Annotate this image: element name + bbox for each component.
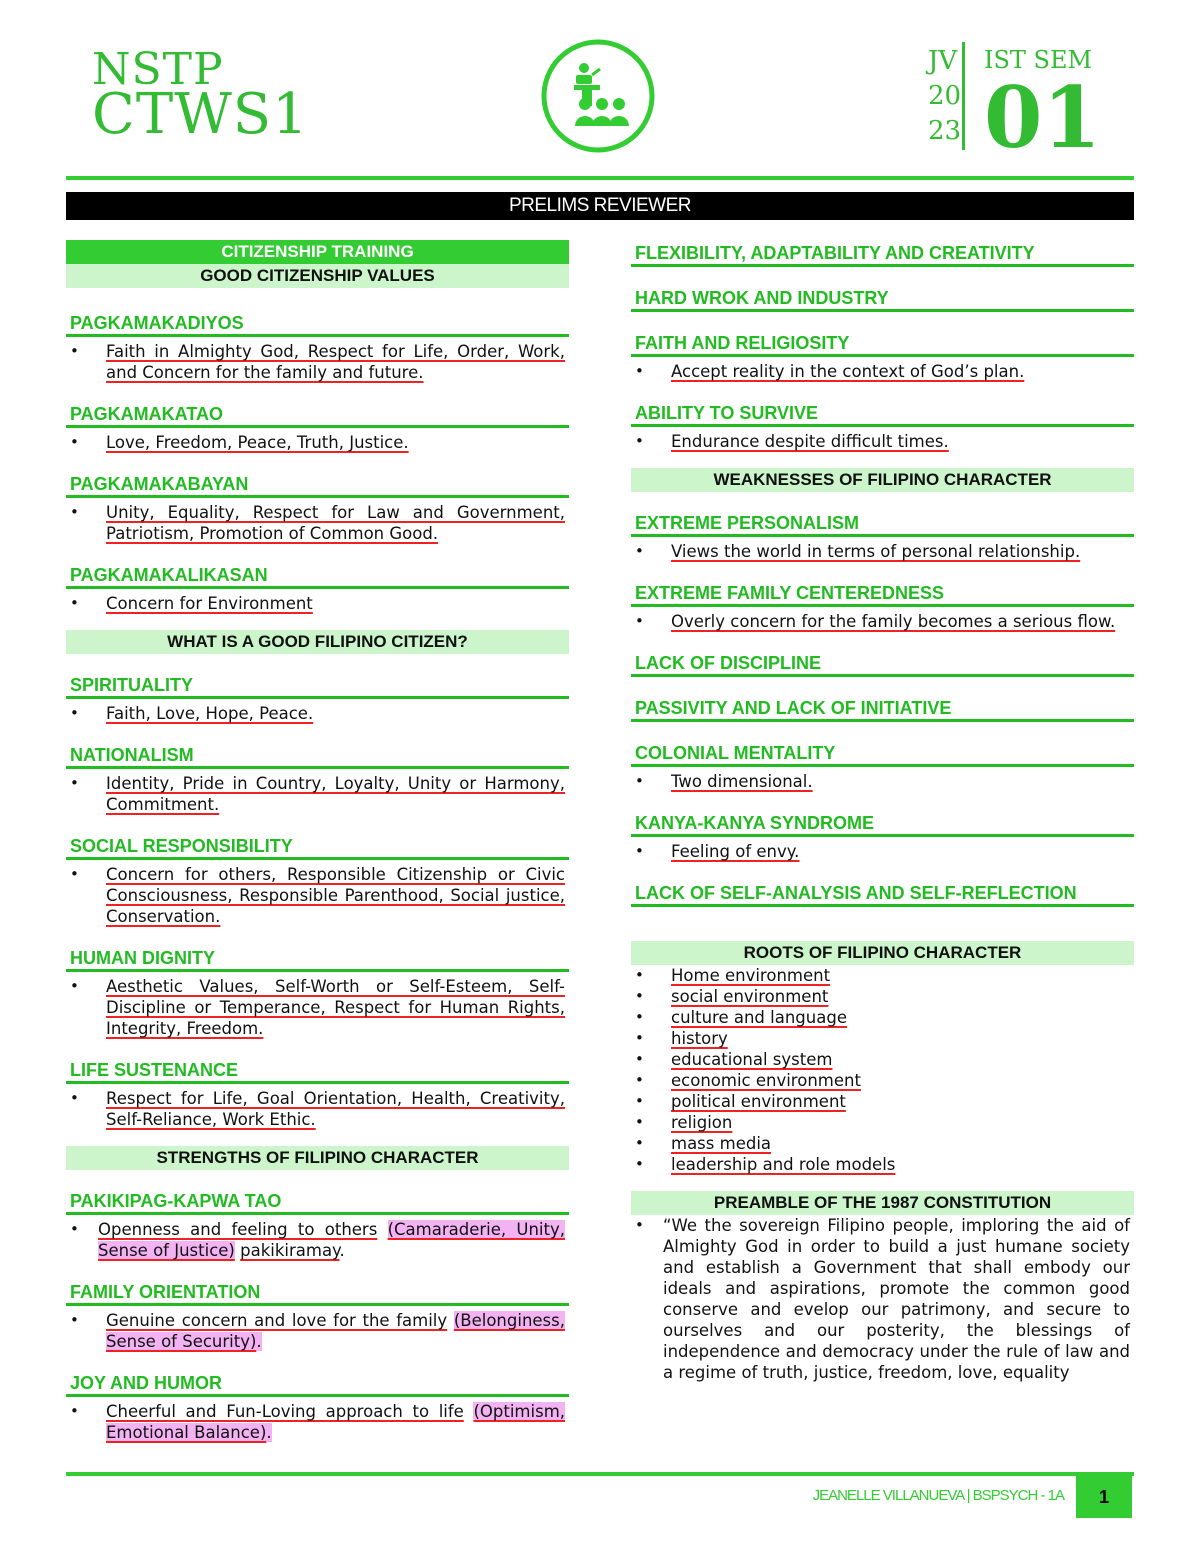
section-box-preamble: PREAMBLE OF THE 1987 CONSTITUTION	[631, 1191, 1134, 1215]
list-item: • political environment	[631, 1091, 1134, 1112]
list-item: • Endurance despite difficult times.	[631, 431, 1134, 452]
brand-line-1: NSTP	[92, 44, 224, 95]
heading-hard-work: HARD WROK AND INDUSTRY	[631, 287, 1134, 312]
list-item: • Concern for Environment	[66, 593, 569, 614]
list-item: • religion	[631, 1112, 1134, 1133]
heading-pagkamakabayan: PAGKAMAKABAYAN	[66, 473, 569, 498]
list-item: • Concern for others, Responsible Citizenship or Civic Consciousness, Responsible Parenthood, Social justice, Conservation.	[66, 864, 569, 927]
section-box-weaknesses: WEAKNESSES OF FILIPINO CHARACTER	[631, 468, 1134, 492]
list-item: • social environment	[631, 986, 1134, 1007]
heading-ability-to-survive: ABILITY TO SURVIVE	[631, 402, 1134, 427]
section-box-roots: ROOTS OF FILIPINO CHARACTER	[631, 941, 1134, 965]
heading-kanya-kanya: KANYA-KANYA SYNDROME	[631, 812, 1134, 837]
page-header	[66, 30, 1134, 180]
heading-pagkamakatao: PAGKAMAKATAO	[66, 403, 569, 428]
brand-line-2: CTWS1	[92, 81, 309, 147]
section-box-good-citizen: WHAT IS A GOOD FILIPINO CITIZEN?	[66, 630, 569, 654]
list-item: • educational system	[631, 1049, 1134, 1070]
left-column	[66, 240, 569, 1445]
heading-family-orientation: FAMILY ORIENTATION	[66, 1281, 569, 1306]
heading-extreme-personalism: EXTREME PERSONALISM	[631, 512, 1134, 537]
list-item: • Views the world in terms of personal relationship.	[631, 541, 1134, 562]
heading-spirituality: SPIRITUALITY	[66, 674, 569, 699]
heading-joy-and-humor: JOY AND HUMOR	[66, 1372, 569, 1397]
list-item: • Aesthetic Values, Self-Worth or Self-Esteem, Self-Discipline or Temperance, Respect for Human Rights, Integrity, Freedom.	[66, 976, 569, 1039]
list-item: • Faith, Love, Hope, Peace.	[66, 703, 569, 724]
footer-author: JEANELLE VILLANUEVA | BSPSYCH - 1A	[812, 1487, 1064, 1504]
preamble-text: • “We the sovereign Filipino people, imploring the aid of Almighty God in order to build a just humane society and establish a Government that shall embody our ideals and aspirations, promote the common good conserve and evelop our patrimony, and secure to ourselves and our posterity, the blessings of independence and democracy under the rule of law and a regime of truth, justice, freedom, love, equality	[631, 1215, 1134, 1383]
list-item: • Cheerful and Fun-Loving approach to life (Optimism, Emotional Balance).	[66, 1401, 569, 1443]
header-divider	[962, 42, 965, 150]
list-item: • leadership and role models	[631, 1154, 1134, 1175]
list-item: • Two dimensional.	[631, 771, 1134, 792]
podium-audience-icon	[540, 38, 656, 154]
section-title: CITIZENSHIP TRAINING	[66, 240, 569, 264]
year-part-2: 20	[928, 81, 962, 112]
heading-passivity: PASSIVITY AND LACK OF INITIATIVE	[631, 697, 1134, 722]
list-item: • history	[631, 1028, 1134, 1049]
list-item: • Home environment	[631, 965, 1134, 986]
section-subtitle: GOOD CITIZENSHIP VALUES	[66, 264, 569, 288]
list-item: • Overly concern for the family becomes a serious flow.	[631, 611, 1134, 632]
heading-pakikipag-kapwa-tao: PAKIKIPAG-KAPWA TAO	[66, 1190, 569, 1215]
year-part-3: 23	[928, 116, 962, 147]
footer-rule	[66, 1472, 1134, 1476]
page-number: 1	[1076, 1476, 1132, 1518]
right-column	[631, 240, 1134, 1385]
heading-colonial-mentality: COLONIAL MENTALITY	[631, 742, 1134, 767]
heading-social-responsibility: SOCIAL RESPONSIBILITY	[66, 835, 569, 860]
list-item: • Openness and feeling to others (Camaraderie, Unity, Sense of Justice) pakikiramay.	[66, 1219, 569, 1261]
heading-pagkamakalikasan: PAGKAMAKALIKASAN	[66, 564, 569, 589]
section-box-strengths: STRENGTHS OF FILIPINO CHARACTER	[66, 1146, 569, 1170]
heading-pagkamakadiyos: PAGKAMAKADIYOS	[66, 312, 569, 337]
page-banner: PRELIMS REVIEWER	[66, 192, 1134, 220]
semester-label: IST SEM	[984, 46, 1093, 74]
heading-self-analysis: LACK OF SELF-ANALYSIS AND SELF-REFLECTION	[631, 882, 1134, 907]
heading-life-sustenance: LIFE SUSTENANCE	[66, 1059, 569, 1084]
list-item: • Identity, Pride in Country, Loyalty, Unity or Harmony, Commitment.	[66, 773, 569, 815]
list-item: • Genuine concern and love for the family (Belonginess, Sense of Security).	[66, 1310, 569, 1352]
roots-list	[631, 965, 1134, 1175]
school-year	[928, 44, 961, 149]
list-item: • economic environment	[631, 1070, 1134, 1091]
heading-nationalism: NATIONALISM	[66, 744, 569, 769]
heading-family-centeredness: EXTREME FAMILY CENTEREDNESS	[631, 582, 1134, 607]
heading-human-dignity: HUMAN DIGNITY	[66, 947, 569, 972]
heading-flexibility: FLEXIBILITY, ADAPTABILITY AND CREATIVITY	[631, 242, 1134, 267]
list-item: • Accept reality in the context of God’s plan.	[631, 361, 1134, 382]
list-item: • culture and language	[631, 1007, 1134, 1028]
year-part-1: JV	[928, 46, 958, 76]
list-item: • mass media	[631, 1133, 1134, 1154]
brand-title	[92, 44, 309, 147]
list-item: • Unity, Equality, Respect for Law and Government, Patriotism, Promotion of Common Good.	[66, 502, 569, 544]
list-item: • Faith in Almighty God, Respect for Life, Order, Work, and Concern for the family and future.	[66, 341, 569, 383]
list-item: • Love, Freedom, Peace, Truth, Justice.	[66, 432, 569, 453]
heading-faith-religiosity: FAITH AND RELIGIOSITY	[631, 332, 1134, 357]
header-rule	[66, 176, 1134, 180]
semester-number: 01	[984, 68, 1101, 167]
list-item: • Feeling of envy.	[631, 841, 1134, 862]
list-item: • Respect for Life, Goal Orientation, Health, Creativity, Self-Reliance, Work Ethic.	[66, 1088, 569, 1130]
heading-lack-of-discipline: LACK OF DISCIPLINE	[631, 652, 1134, 677]
